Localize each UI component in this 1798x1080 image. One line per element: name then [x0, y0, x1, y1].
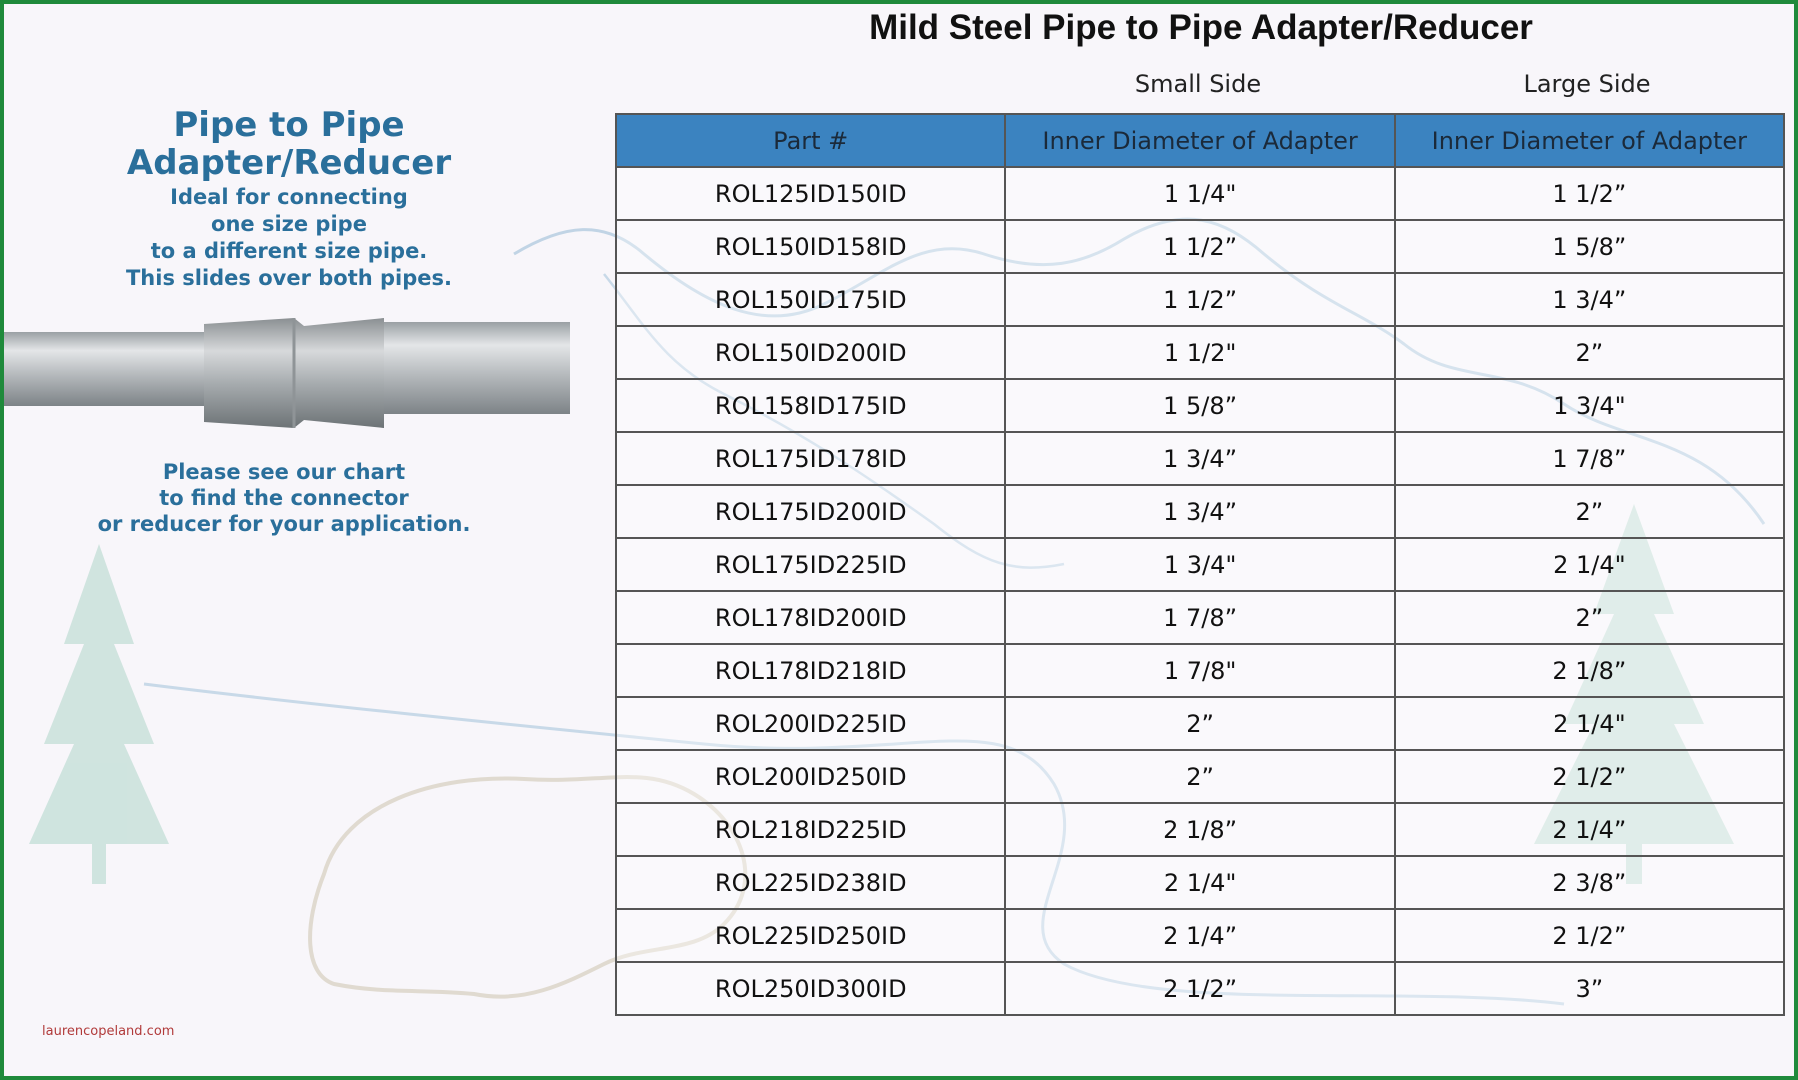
small-side-cell: 1 7/8" — [1005, 644, 1394, 697]
promo-text-line: one size pipe — [211, 212, 367, 236]
promo-description — [44, 184, 534, 292]
promo-text-line: This slides over both pipes. — [125, 266, 453, 290]
promo-title — [44, 106, 534, 182]
part-number-cell: ROL150ID175ID — [616, 273, 1005, 326]
small-side-cell: 1 1/4" — [1005, 167, 1394, 220]
small-side-cell: 1 7/8” — [1005, 591, 1394, 644]
adapter-size-table — [615, 113, 1785, 1016]
table-row — [616, 432, 1784, 485]
table-row — [616, 750, 1784, 803]
large-side-cell: 1 7/8” — [1395, 432, 1784, 485]
table-row — [616, 273, 1784, 326]
header-large-inner-diameter: Inner Diameter of Adapter — [1395, 114, 1784, 167]
small-side-label: Small Side — [1134, 70, 1262, 98]
header-small-inner-diameter: Inner Diameter of Adapter — [1005, 114, 1394, 167]
small-side-cell: 1 3/4” — [1005, 432, 1394, 485]
part-number-cell: ROL250ID300ID — [616, 962, 1005, 1015]
table-row — [616, 538, 1784, 591]
table-row — [616, 379, 1784, 432]
small-side-cell: 1 3/4" — [1005, 538, 1394, 591]
table-row — [616, 856, 1784, 909]
part-number-cell: ROL175ID200ID — [616, 485, 1005, 538]
part-number-cell: ROL158ID175ID — [616, 379, 1005, 432]
part-number-cell: ROL200ID250ID — [616, 750, 1005, 803]
promo-note-line: Please see our chart — [162, 460, 406, 484]
table-row — [616, 697, 1784, 750]
large-side-cell: 2 1/4" — [1395, 697, 1784, 750]
large-side-cell: 2 1/8” — [1395, 644, 1784, 697]
promo-title-line-2: Adapter/Reducer — [126, 143, 452, 183]
small-side-cell: 2 1/2” — [1005, 962, 1394, 1015]
part-number-cell: ROL218ID225ID — [616, 803, 1005, 856]
pipe-adapter-image — [4, 312, 570, 434]
large-side-cell: 1 3/4" — [1395, 379, 1784, 432]
large-side-cell: 1 3/4” — [1395, 273, 1784, 326]
table-row — [616, 485, 1784, 538]
part-number-cell: ROL225ID238ID — [616, 856, 1005, 909]
table-row — [616, 591, 1784, 644]
small-side-cell: 2 1/4” — [1005, 909, 1394, 962]
part-number-cell: ROL175ID225ID — [616, 538, 1005, 591]
large-side-cell: 2” — [1395, 591, 1784, 644]
part-number-cell: ROL125ID150ID — [616, 167, 1005, 220]
small-side-cell: 1 3/4” — [1005, 485, 1394, 538]
small-side-cell: 2” — [1005, 750, 1394, 803]
part-number-cell: ROL150ID158ID — [616, 220, 1005, 273]
small-side-cell: 2” — [1005, 697, 1394, 750]
page-title: Mild Steel Pipe to Pipe Adapter/Reducer — [869, 8, 1533, 47]
pine-tree-left — [29, 544, 169, 884]
small-side-cell: 1 1/2" — [1005, 326, 1394, 379]
part-number-cell: ROL225ID250ID — [616, 909, 1005, 962]
large-side-cell: 3” — [1395, 962, 1784, 1015]
part-number-cell: ROL175ID178ID — [616, 432, 1005, 485]
large-side-cell: 2 1/2” — [1395, 750, 1784, 803]
table-row — [616, 909, 1784, 962]
large-side-cell: 2” — [1395, 485, 1784, 538]
promo-note — [44, 459, 524, 537]
table-row — [616, 962, 1784, 1015]
part-number-cell: ROL150ID200ID — [616, 326, 1005, 379]
header-part-number: Part # — [616, 114, 1005, 167]
small-side-cell: 2 1/8” — [1005, 803, 1394, 856]
large-side-label: Large Side — [1523, 70, 1651, 98]
promo-text-line: to a different size pipe. — [150, 239, 428, 263]
large-side-cell: 2 1/2” — [1395, 909, 1784, 962]
small-side-cell: 1 1/2” — [1005, 220, 1394, 273]
part-number-cell: ROL200ID225ID — [616, 697, 1005, 750]
promo-note-line: to find the connector — [159, 486, 409, 510]
table-row — [616, 326, 1784, 379]
small-side-cell: 2 1/4" — [1005, 856, 1394, 909]
table-row — [616, 220, 1784, 273]
table-row — [616, 803, 1784, 856]
small-side-cell: 1 1/2” — [1005, 273, 1394, 326]
part-number-cell: ROL178ID200ID — [616, 591, 1005, 644]
large-side-cell: 2 1/4” — [1395, 803, 1784, 856]
promo-note-line: or reducer for your application. — [97, 512, 471, 536]
watermark: laurencopeland.com — [42, 1024, 175, 1039]
promo-text-line: Ideal for connecting — [170, 185, 408, 209]
large-side-cell: 2” — [1395, 326, 1784, 379]
promo-title-line-1: Pipe to Pipe — [173, 105, 405, 145]
small-side-cell: 1 5/8” — [1005, 379, 1394, 432]
part-number-cell: ROL178ID218ID — [616, 644, 1005, 697]
large-side-cell: 1 5/8” — [1395, 220, 1784, 273]
table-header-row — [616, 114, 1784, 167]
table-row — [616, 644, 1784, 697]
large-side-cell: 2 1/4" — [1395, 538, 1784, 591]
large-side-cell: 1 1/2” — [1395, 167, 1784, 220]
table-row — [616, 167, 1784, 220]
large-side-cell: 2 3/8” — [1395, 856, 1784, 909]
